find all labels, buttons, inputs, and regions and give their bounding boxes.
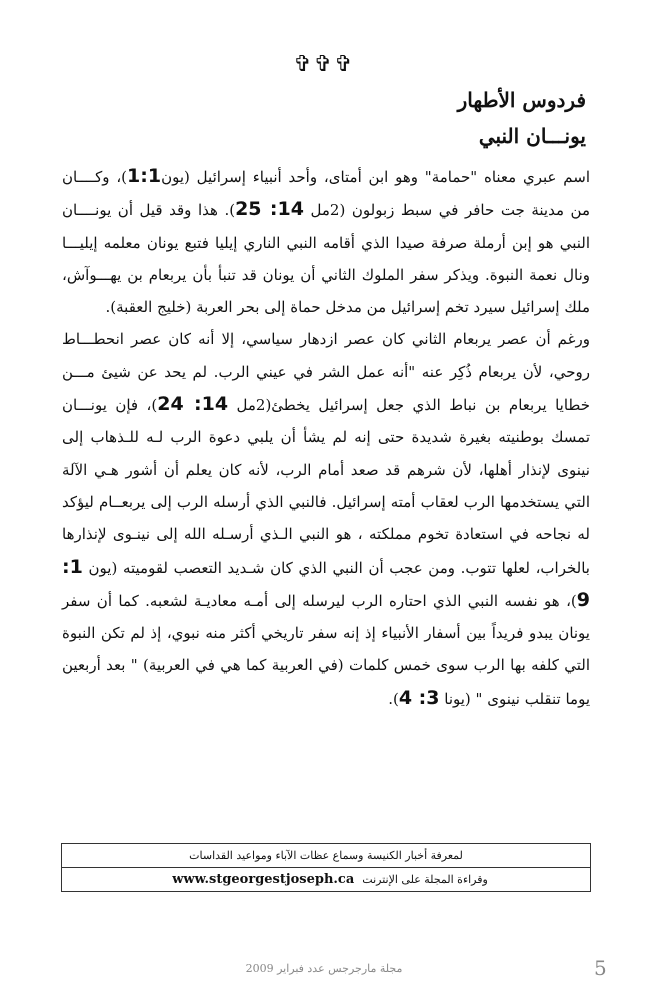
info-line-1: لمعرفة أخبار الكنيسة وسماع عظات الآباء ومواعيد القداسات bbox=[189, 849, 463, 862]
section-title: فردوس الأطهار bbox=[457, 88, 586, 112]
text-segment: ورغم أن عصر يربعام الثاني كان عصر ازدهار سياسي، إلا أنه كان عصر انحطـــاط روحي، لأن يربعام ذُكِر عنه "أنه عمل الشر في عيني الرب. لم يحد عن شيئ مـــن خطايا يربعام بن نباط الذي جعل إسرائيل يخطئ(2مل bbox=[62, 330, 590, 415]
scripture-reference: 3: 4 bbox=[398, 686, 440, 709]
website-link[interactable]: www.stgeorgestjoseph.ca bbox=[172, 872, 355, 887]
scripture-reference: 1:1 bbox=[127, 165, 162, 187]
scripture-reference: 14: 25 bbox=[235, 198, 304, 221]
issue-text: مجلة مارجرجس عدد فبراير 2009 bbox=[245, 962, 403, 975]
text-segment: )، فإن يونـــان تمسك بوطنيته بغيرة شديدة حتى إنه لم يشأ أن يلبي دعوة الرب لـه للـذهاب إلى نينوى لإنذار أهلها، لأن شرهم قد صعد أمام الرب، لأنه كان يعلم أن أشور هـي الآلة التي يستخدمها الرب لعقاب أمته إسرائيل. فالنبي الذي أرسله الرب إلى يربعــام ليؤكد له نجاحه في استعادة تخوم مملكته ، هو النبي الـذي أرسـله الله إلى نينـوى لإنذارها بالخراب، لعلها تتوب. ومن عجب أن النبي الذي كان شـديد التعصب لقوميته (يون bbox=[62, 396, 590, 577]
info-box bbox=[61, 843, 591, 892]
article-title: يونـــان النبي bbox=[478, 124, 586, 148]
info-line-2: وقراءة المجلة على الإنترنت bbox=[362, 873, 488, 886]
crosses-ornament: ✞✞✞ bbox=[293, 52, 355, 77]
info-row-website bbox=[62, 867, 590, 891]
text-segment: اسم عبري معناه "حمامة" وهو ابن أمتاى، وأحد أنبياء إسرائيل (يون bbox=[161, 168, 590, 186]
text-segment: ). هذا وقد قيل أن يونــــان النبي هو إبن أرملة صرفة صيدا الذي أقامه النبي الناري إيليا فتبع يونان معلمه إيليـــا ونال نعمة النبوة. ويذكر سفر الملوك الثاني أن يونان قد تنبأ بأن يربعام بن يهـــوآش، ملك إسرائيل سيرد تخم إسرائيل من مدخل حماة إلى بحر العربة (خليج العقبة). bbox=[62, 201, 590, 317]
info-row-news bbox=[62, 844, 590, 867]
page-number: 5 bbox=[594, 956, 607, 980]
paragraph-2 bbox=[62, 323, 590, 715]
text-segment: )، هو نفسه النبي الذي احتاره الرب ليرسله إلى أمـه معاديـة لشعبه. كما أن سفر يونان يبدو فريداً بين أسفار الأنبياء إذ إنه سفر تاريخي أكثر منه نبوي، إذ لم تكن النبوة التي كلفه بها الرب سوى خمس كلمات (في العربية كما هي في العربية) " بعد أربعين يوما تنقلب نينوى " (يونا bbox=[62, 591, 590, 708]
article-body bbox=[62, 160, 590, 715]
paragraph-1 bbox=[62, 160, 590, 323]
text-segment: ). bbox=[388, 689, 399, 708]
scripture-reference: 14: 24 bbox=[157, 393, 229, 416]
scripture-reference: 1: 9 bbox=[62, 555, 590, 611]
text-segment: )، وكــــان من مدينة جت حافر في سبط زبولون (2مل bbox=[62, 168, 591, 220]
